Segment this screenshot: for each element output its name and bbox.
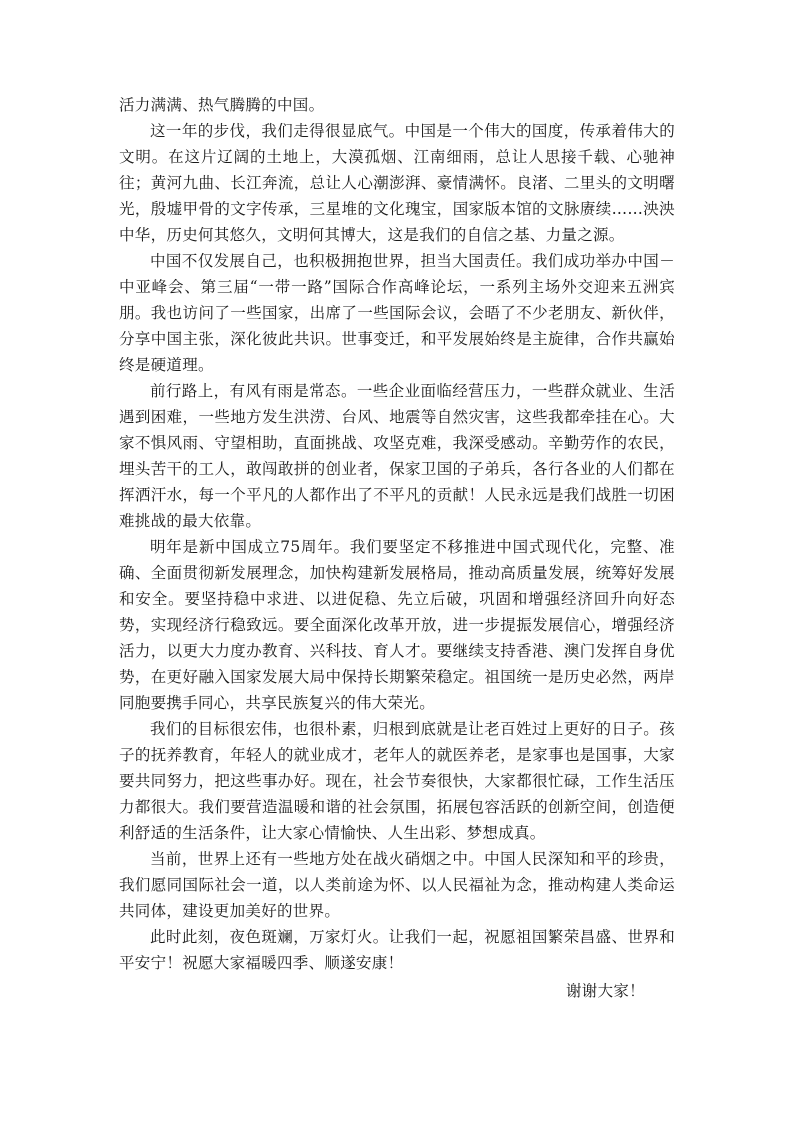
paragraph-5: 明年是新中国成立75周年。我们要坚定不移推进中国式现代化，完整、准确、全面贯彻新发展理念，加快构建新发展格局，推动高质量发展，统筹好发展和安全。要坚持稳中求进、以进促稳、先立后破，巩固和增强经济回升向好态势，实现经济行稳致远。要全面深化改革开放，进一步提振发展信心，增强经济活力，以更大力度办教育、兴科技、育人才。要继续支持香港、澳门发挥自身优势，在更好融入国家发展大局中保持长期繁荣稳定。祖国统一是历史必然，两岸同胞要携手同心，共享民族复兴的伟大荣光。 xyxy=(119,538,675,712)
paragraph-8: 此时此刻，夜色斑斓，万家灯火。让我们一起，祝愿祖国繁荣昌盛、世界和平安宁！祝愿大家福暖四季、顺遂安康！ xyxy=(119,928,675,972)
paragraph-1: 活力满满、热气腾腾的中国。 xyxy=(119,96,325,114)
document-page xyxy=(119,92,675,1004)
closing-line: 谢谢大家！ xyxy=(565,982,645,1000)
paragraph-4: 前行路上，有风有雨是常态。一些企业面临经营压力，一些群众就业、生活遇到困难，一些地方发生洪涝、台风、地震等自然灾害，这些我都牵挂在心。大家不惧风雨、守望相助，直面挑战、攻坚克难，我深受感动。辛勤劳作的农民，埋头苦干的工人，敢闯敢拼的创业者，保家卫国的子弟兵，各行各业的人们都在挥洒汗水，每一个平凡的人都作出了不平凡的贡献！人民永远是我们战胜一切困难挑战的最大依靠。 xyxy=(119,382,675,530)
paragraph-6: 我们的目标很宏伟，也很朴素，归根到底就是让老百姓过上更好的日子。孩子的抚养教育，年轻人的就业成才，老年人的就医养老，是家事也是国事，大家要共同努力，把这些事办好。现在，社会节奏很快，大家都很忙碌，工作生活压力都很大。我们要营造温暖和谐的社会氛围，拓展包容活跃的创新空间，创造便利舒适的生活条件，让大家心情愉快、人生出彩、梦想成真。 xyxy=(119,720,675,842)
paragraph-7: 当前，世界上还有一些地方处在战火硝烟之中。中国人民深知和平的珍贵，我们愿同国际社会一道，以人类前途为怀、以人民福祉为念，推动构建人类命运共同体，建设更加美好的世界。 xyxy=(119,850,675,920)
paragraph-3: 中国不仅发展自己，也积极拥抱世界，担当大国责任。我们成功举办中国－中亚峰会、第三届“一带一路”国际合作高峰论坛，一系列主场外交迎来五洲宾朋。我也访问了一些国家，出席了一些国际会议，会晤了不少老朋友、新伙伴，分享中国主张，深化彼此共识。世事变迁，和平发展始终是主旋律，合作共赢始终是硬道理。 xyxy=(119,252,675,374)
paragraph-2: 这一年的步伐，我们走得很显底气。中国是一个伟大的国度，传承着伟大的文明。在这片辽阔的土地上，大漠孤烟、江南细雨，总让人思接千载、心驰神往；黄河九曲、长江奔流，总让人心潮澎湃、豪情满怀。良渚、二里头的文明曙光，殷墟甲骨的文字传承，三星堆的文化瑰宝，国家版本馆的文脉赓续……泱泱中华，历史何其悠久，文明何其博大，这是我们的自信之基、力量之源。 xyxy=(119,122,675,244)
